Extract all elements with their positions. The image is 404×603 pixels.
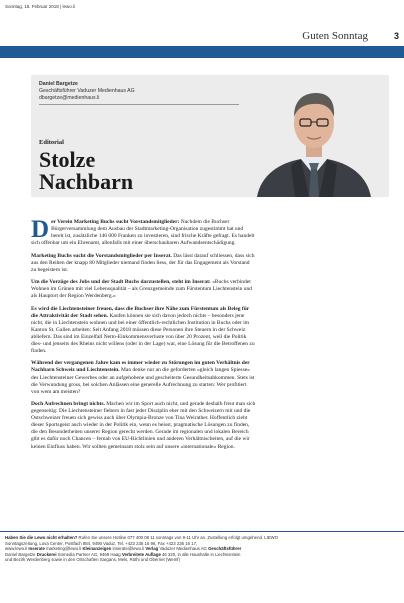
dateline: Sonntag, 18. Februar 2018 | lewo.li [5, 4, 75, 9]
headline-line-1: Stolze [39, 147, 96, 172]
author-role: Geschäftsführer Vaduzer Medienhaus AG [39, 87, 135, 94]
masthead [0, 0, 404, 46]
article-paragraph-3: Um die Vorzüge des Jobs und der Stadt Buchs darzustellen, steht im Inserat: «Buchs verbindet Wohnen im Grünen mit viel Lebensqualität – als Grenzgemeinde zum Fürstentum Liechtenstein und als Hauptort der Region Werdenberg.» [31, 279, 253, 300]
editorial-box [31, 75, 389, 197]
footer-rule [0, 531, 404, 532]
author-portrait [239, 75, 389, 197]
author-block [39, 81, 135, 101]
footer-line-3: Daniel Bargetze Druckerei Somedia Partner AG, 9469 Haag Verbreitete Auflage 46 320, in alle Haushalte in Liechtenstein [5, 551, 241, 557]
imprint-footer [5, 535, 305, 563]
article-paragraph-6: Doch Aufrechnen bringt nichts. Machen wir im Sport auch nicht, und gerade deshalb freut man sich gegenseitig: Die Liechtensteiner fiebern in fast jeder Disziplin eher mit den Schweizern mit und die Ostschweizer freuen sich gewiss auch über Olympia-Bronze von Tina Weirather. Hoffentlich zieht dieser Sportsgeist auch wieder in der Politik ein, wenn es heisst, pragmatische Lösungen zu finden, die den Besonderheiten unserer Region gerecht werden. Gerade im regionalen und lokalen Bereich gibt es dafür noch Chancen – fernab von EU-Richtlinien und anderen Verhältnischeiten, auf die wir keinen Einfluss haben. Wir sollten gemeinsam stolz sein auf unsere «internationale» Region. [31, 401, 256, 450]
section-title: Guten Sonntag [302, 30, 368, 42]
footer-line-1: Haben Sie die Lewo nicht erhalten? Rufen Sie unsere Hotline 077 400 08 11 sonntags von 9-11 Uhr an. Zustellung erfolgt umgehend. LIEWO Sonntagszeitung, Lova Center, Postfach 884, 9490 Vaduz, Tel. +423 236 16 96, Fax +423 236 16 17, [5, 535, 279, 546]
article-body [31, 216, 256, 456]
masthead-band [0, 46, 404, 58]
editorial-headline [39, 149, 133, 193]
page-number: 3 [393, 31, 399, 41]
article-paragraph-1: Der Verein Marketing Buchs sucht Vorstandsmitglieder: Nachdem die Buchser Bürgerversammlung dem Ausbau der Stadtmarketing-Organisation zugestimmt hat und bereit ist, zusätzliche 146 000 Franken zu investieren, sind frische Kräfte gefragt. Es handelt sich offenbar um ein Ehrenamt, allenfalls mit einer überschaubaren Aufwandsentschädigung. [31, 216, 255, 247]
editorial-kicker: Editorial [39, 139, 64, 146]
author-name: Daniel Bargetze [39, 81, 78, 87]
author-email[interactable]: dbargetze@medienhaus.li [39, 94, 100, 101]
box-divider [39, 104, 255, 105]
headline-line-2: Nachbarn [39, 169, 134, 194]
article-paragraph-5: Während der vergangenen Jahre kam es immer wieder zu Störungen im guten Verhältnis der Nachbarn Schweiz und Liechtenstein. Man denke nur an die geforderten «gleich langen Spiesse» des Liechtensteiner Gewerbes oder an aufgehobene und gescheiterte Gesundheitsabkommen. Stets ist die Verwundung gross, bei solchen Anlässen eine generelle Aufrechnung zu starten: Wer profitiert von wem am meisten? [31, 360, 255, 395]
article-paragraph-2: Marketing Buchs sucht die Vorstandsmitglieder per Inserat. Das lässt darauf schliessen, dass sich aus den Reihen der knapp 80 Mitglieder niemand finden liess, der für das Engagement als Vorstand zu begeistern ist. [31, 252, 255, 273]
footer-line-4: und Bezirk Werdenberg sowie in den Ortschaften Sargans, Mels, Rüthi und Oberriet (Wemf) [5, 557, 180, 563]
article-paragraph-4: Es wird die Liechtensteiner freuen, dass die Buchser ihre Nähe zum Fürstentum als Beleg für die Attraktivität der Stadt sehen. Kaufen können sie sich davon jedoch nichts – besonders jene nicht, die in Liechtenstein wohnen und bei einer öffentlich-rechtlichen Institution in Buchs oder im Kanton St. Gallen arbeiten: Seit Anfang 2018 müssen diese Personen ihre Steuern in der Schweiz abliefern. Das sind im Einzelfall Netto-Einkommensverluste von über 20 Prozent, weil die Politik dies- und jenseits des Rheins nicht willens (oder in der Lage) war, eine Lösung für die Betroffenen zu finden. [31, 305, 255, 355]
footer-line-2: www.lewo.li Inserate marketing@lewo.li Kleinanzeigen inserate@lewo.li Verlag Vaduzer Medienhaus AG Geschäftsführer [5, 546, 242, 552]
